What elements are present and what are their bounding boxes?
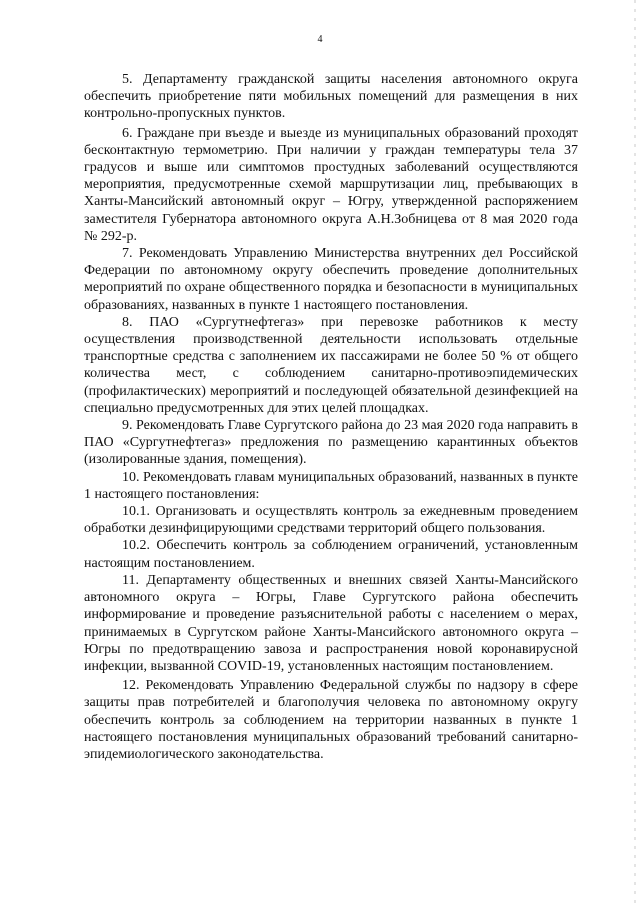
- paragraph-item-11: 11. Департаменту общественных и внешних связей Ханты-Мансийского автономного округа – Югры, Главе Сургутского района обеспечить информирование и проведение разъяснительной работы с населением о мерах, принимаемых в Сургутском районе Ханты-Мансийского автономного округа – Югры по предотвращению завоза и распространения новой коронавирусной инфекции, вызванной COVID-19, установленных настоящим постановлением.: [84, 572, 578, 674]
- page-number: 4: [317, 34, 323, 45]
- scan-edge-artifact: [634, 0, 636, 905]
- paragraph-item-9: 9. Рекомендовать Главе Сургутского района до 23 мая 2020 года направить в ПАО «Сургутнефтегаз» предложения по размещению карантинных объектов (изолированные здания, помещения).: [84, 418, 578, 468]
- paragraph-item-5: 5. Департаменту гражданской защиты населения автономного округа обеспечить приобретение пяти мобильных помещений для размещения в них контрольно-пропускных пунктов.: [84, 72, 578, 122]
- paragraph-item-7: 7. Рекомендовать Управлению Министерства внутренних дел Российской Федерации по автономному округу обеспечить проведение дополнительных мероприятий по охране общественного порядка и безопасности в муниципальных образованиях, названных в пункте 1 настоящего постановления.: [84, 246, 578, 313]
- paragraph-item-8: 8. ПАО «Сургутнефтегаз» при перевозке работников к месту осуществления производственной деятельности использовать отдельные транспортные средства с заполнением их пассажирами не более 50 % от общего количества мест, с соблюдением санитарно-противоэпидемических (профилактических) мероприятий и последующей обязательной дезинфекцией на специально предусмотренных для этих целей площадках.: [84, 314, 578, 416]
- paragraph-item-10-2: 10.2. Обеспечить контроль за соблюдением ограничений, установленным настоящим постановлением.: [84, 538, 578, 571]
- paragraph-item-10: 10. Рекомендовать главам муниципальных образований, названных в пункте 1 настоящего постановления:: [84, 469, 578, 502]
- paragraph-item-6: 6. Граждане при въезде и выезде из муниципальных образований проходят бесконтактную термометрию. При наличии у граждан температуры тела 37 градусов и выше или симптомов простудных заболеваний осуществляются мероприятия, предусмотренные схемой маршрутизации лиц, пребывающих в Ханты-Мансийский автономный округ – Югру, утвержденной распоряжением заместителя Губернатора автономного округа А.Н.Зобницева от 8 мая 2020 года № 292-р.: [84, 125, 578, 244]
- paragraph-item-12: 12. Рекомендовать Управлению Федеральной службы по надзору в сфере защиты прав потребителей и благополучия человека по автономному округу обеспечить контроль за соблюдением на территории названных в пункте 1 настоящего постановления муниципальных образований требований санитарно-эпидемиологического законодательства.: [84, 678, 578, 762]
- document-body: [84, 71, 578, 763]
- paragraph-item-10-1: 10.1. Организовать и осуществлять контроль за ежедневным проведением обработки дезинфицирующими средствами территорий общего пользования.: [84, 504, 578, 537]
